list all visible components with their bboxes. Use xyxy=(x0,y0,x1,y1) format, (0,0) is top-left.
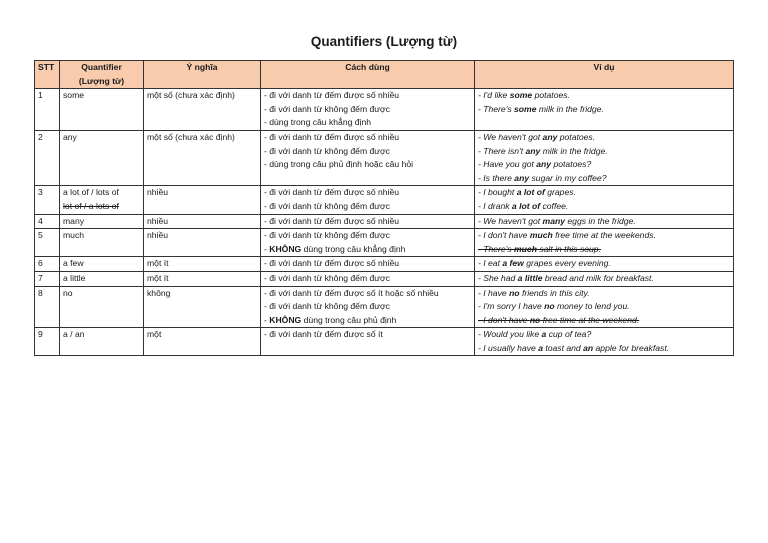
keyword: any xyxy=(542,131,558,142)
text-segment: - There's xyxy=(478,103,515,114)
cell-quantifier xyxy=(60,229,144,257)
quantifier-line: no xyxy=(63,287,73,298)
page-title: Quantifiers (Lượng từ) xyxy=(310,34,458,49)
usage-line xyxy=(264,272,474,286)
text-segment: - dùng trong câu phủ định hoặc câu hỏi xyxy=(264,159,414,170)
cell-usage xyxy=(261,89,475,131)
text-segment: milk in the fridge. xyxy=(536,103,604,114)
text-segment: milk in the fridge. xyxy=(540,145,608,156)
cell-example xyxy=(475,214,734,229)
keyword: a xyxy=(541,329,547,340)
keyword: a lot of xyxy=(511,200,541,211)
table-row xyxy=(35,130,734,185)
quantifier-line: a lot of / lots of xyxy=(63,187,119,198)
table-row xyxy=(35,186,734,214)
example-line xyxy=(478,243,733,257)
cell-quantifier xyxy=(60,271,144,286)
cell-meaning: nhiều xyxy=(144,186,261,214)
header-usage: Cách dùng xyxy=(261,61,475,89)
quantifier-line: a / an xyxy=(63,329,85,340)
usage-line xyxy=(264,145,474,159)
example-line xyxy=(478,342,733,356)
keyword: any xyxy=(514,172,530,183)
usage-line xyxy=(264,257,474,271)
keyword: many xyxy=(542,215,565,226)
keyword: any xyxy=(525,145,541,156)
cell-stt: 4 xyxy=(35,214,60,229)
cell-example xyxy=(475,229,734,257)
cell-quantifier xyxy=(60,257,144,272)
text-segment: - I don't have xyxy=(478,230,530,241)
cell-example xyxy=(475,328,734,356)
text-segment: dùng trong câu phủ định xyxy=(301,314,397,325)
example-line xyxy=(478,131,733,145)
example-line xyxy=(478,287,733,301)
cell-quantifier xyxy=(60,328,144,356)
text-segment: free time at the weekends. xyxy=(552,230,656,241)
usage-line xyxy=(264,186,474,200)
text-segment: - I bought xyxy=(478,187,517,198)
keyword: no xyxy=(544,301,555,312)
text-segment: - đi với danh từ không đếm được xyxy=(264,103,390,114)
cell-quantifier xyxy=(60,130,144,185)
example-line xyxy=(478,145,733,159)
cell-usage xyxy=(261,214,475,229)
keyword: no xyxy=(509,287,520,298)
text-segment: - xyxy=(264,243,270,254)
cell-example xyxy=(475,271,734,286)
cell-example xyxy=(475,186,734,214)
text-segment: - xyxy=(264,314,270,325)
text-segment: sugar in my coffee? xyxy=(529,172,607,183)
text-segment: grapes. xyxy=(544,187,576,198)
text-segment: - I don't have xyxy=(478,314,530,325)
example-line xyxy=(478,229,733,243)
cell-meaning: nhiều xyxy=(144,229,261,257)
keyword: any xyxy=(536,159,552,170)
quantifiers-table xyxy=(34,60,734,356)
cell-stt: 3 xyxy=(35,186,60,214)
keyword: an xyxy=(583,342,594,353)
quantifier-line: some xyxy=(63,90,85,101)
text-segment: - We haven't got xyxy=(478,131,543,142)
quantifier-line: a few xyxy=(63,258,84,269)
usage-line xyxy=(264,314,474,328)
text-segment: - đi với danh từ đếm được số nhiều xyxy=(264,90,400,101)
text-segment: - She had xyxy=(478,272,518,283)
text-segment: - đi với danh từ không đếm được xyxy=(264,230,390,241)
text-segment: - There isn't xyxy=(478,145,526,156)
header-stt: STT xyxy=(35,61,60,89)
example-line xyxy=(478,272,733,286)
example-line xyxy=(478,186,733,200)
cell-stt: 9 xyxy=(35,328,60,356)
cell-usage xyxy=(261,130,475,185)
text-segment: apple for breakfast. xyxy=(593,342,670,353)
keyword: a xyxy=(538,342,543,353)
cell-meaning: một ít xyxy=(144,257,261,272)
usage-line xyxy=(264,116,474,130)
example-line xyxy=(478,215,733,229)
text-segment: - đi với danh từ không đếm được xyxy=(264,272,390,283)
cell-meaning: nhiều xyxy=(144,214,261,229)
header-quantifier xyxy=(60,61,144,89)
example-line xyxy=(478,103,733,117)
text-segment: salt in this soup. xyxy=(536,243,601,254)
cell-example xyxy=(475,130,734,185)
cell-meaning: một số (chưa xác định) xyxy=(144,130,261,185)
cell-stt: 7 xyxy=(35,271,60,286)
text-segment: - đi với danh từ đếm được số nhiều xyxy=(264,215,400,226)
cell-example xyxy=(475,257,734,272)
quantifier-line: lot of / a lots of xyxy=(63,200,119,211)
keyword: a little xyxy=(517,272,543,283)
example-line xyxy=(478,200,733,214)
usage-line xyxy=(264,103,474,117)
cell-stt: 8 xyxy=(35,286,60,328)
usage-line xyxy=(264,328,474,342)
text-segment: - đi với danh từ đếm được số nhiều xyxy=(264,258,400,269)
text-segment: - I'm sorry I have xyxy=(478,301,545,312)
usage-line xyxy=(264,215,474,229)
text-segment: - Have you got xyxy=(478,159,537,170)
example-line xyxy=(478,89,733,103)
text-segment: cup of tea? xyxy=(546,329,592,340)
cell-quantifier xyxy=(60,186,144,214)
keyword: KHÔNG xyxy=(269,314,302,325)
table-row xyxy=(35,89,734,131)
table-row xyxy=(35,328,734,356)
cell-quantifier xyxy=(60,214,144,229)
keyword: KHÔNG xyxy=(269,243,302,254)
text-segment: coffee. xyxy=(540,200,569,211)
example-line xyxy=(478,314,733,328)
usage-line xyxy=(264,229,474,243)
cell-meaning: một số (chưa xác định) xyxy=(144,89,261,131)
text-segment: friends in this city. xyxy=(519,287,590,298)
usage-line xyxy=(264,158,474,172)
text-segment: - I have xyxy=(478,287,510,298)
quantifier-line: much xyxy=(63,230,85,241)
keyword: some xyxy=(509,90,533,101)
text-segment: - đi với danh từ không đếm được xyxy=(264,301,390,312)
cell-meaning: một xyxy=(144,328,261,356)
cell-stt: 6 xyxy=(35,257,60,272)
example-line xyxy=(478,328,733,342)
usage-line xyxy=(264,200,474,214)
cell-quantifier xyxy=(60,89,144,131)
usage-line xyxy=(264,89,474,103)
text-segment: dùng trong câu khẳng định xyxy=(301,243,406,254)
header-example: Ví dụ xyxy=(475,61,734,89)
text-segment: - đi với danh từ không đếm được xyxy=(264,200,390,211)
text-segment: - đi với danh từ đếm được số nhiều xyxy=(264,131,400,142)
usage-line xyxy=(264,287,474,301)
text-segment: money to lend you. xyxy=(554,301,630,312)
text-segment: - I drank xyxy=(478,200,512,211)
table-row xyxy=(35,229,734,257)
text-segment: bread and milk for breakfast. xyxy=(542,272,654,283)
text-segment: - I usually have xyxy=(478,342,539,353)
cell-stt: 5 xyxy=(35,229,60,257)
table-row xyxy=(35,286,734,328)
table-row xyxy=(35,257,734,272)
text-segment: - There's xyxy=(478,243,515,254)
cell-usage xyxy=(261,271,475,286)
text-segment: - đi với danh từ không đếm được xyxy=(264,145,390,156)
example-line xyxy=(478,172,733,186)
text-segment: - Is there xyxy=(478,172,515,183)
cell-usage xyxy=(261,286,475,328)
header-quantifier-line: (Lượng từ) xyxy=(78,75,125,86)
table-body xyxy=(35,89,734,356)
cell-stt: 1 xyxy=(35,89,60,131)
keyword: no xyxy=(529,314,541,325)
cell-example xyxy=(475,89,734,131)
text-segment: - I eat xyxy=(478,258,503,269)
table-row xyxy=(35,214,734,229)
keyword: some xyxy=(514,103,537,114)
cell-usage xyxy=(261,186,475,214)
text-segment: - đi với danh từ đếm được số ít xyxy=(264,329,383,340)
header-meaning: Ý nghĩa xyxy=(144,61,261,89)
text-segment: toast and xyxy=(542,342,584,353)
quantifier-line: any xyxy=(63,131,77,142)
text-segment: - đi với danh từ đếm được số nhiều xyxy=(264,187,400,198)
cell-usage xyxy=(261,328,475,356)
cell-meaning: một ít xyxy=(144,271,261,286)
text-segment: potatoes? xyxy=(551,159,592,170)
text-segment: - We haven't got xyxy=(478,215,543,226)
text-segment: - dùng trong câu khẳng định xyxy=(264,117,372,128)
text-segment: grapes every evening. xyxy=(523,258,611,269)
header-quantifier-line: Quantifier xyxy=(81,62,122,72)
text-segment: free time at the weekend. xyxy=(540,314,640,325)
text-segment: - I'd like xyxy=(478,90,510,101)
text-segment: eggs in the fridge. xyxy=(565,215,636,226)
usage-line xyxy=(264,243,474,257)
cell-stt: 2 xyxy=(35,130,60,185)
example-line xyxy=(478,300,733,314)
text-segment: - Would you like xyxy=(478,329,542,340)
text-segment: potatoes. xyxy=(532,90,570,101)
example-line xyxy=(478,158,733,172)
quantifier-line: a little xyxy=(63,272,86,283)
keyword: much xyxy=(514,243,537,254)
usage-line xyxy=(264,300,474,314)
quantifier-line: many xyxy=(63,215,85,226)
cell-usage xyxy=(261,257,475,272)
cell-quantifier xyxy=(60,286,144,328)
example-line xyxy=(478,257,733,271)
cell-example xyxy=(475,286,734,328)
table-row xyxy=(35,271,734,286)
cell-meaning: không xyxy=(144,286,261,328)
keyword: a lot of xyxy=(516,187,545,198)
header-row xyxy=(35,61,734,89)
cell-usage xyxy=(261,229,475,257)
keyword: a few xyxy=(502,258,524,269)
keyword: much xyxy=(529,230,553,241)
text-segment: - đi với danh từ đếm được số ít hoặc số nhiều xyxy=(264,287,439,298)
usage-line xyxy=(264,131,474,145)
text-segment: potatoes. xyxy=(557,131,596,142)
